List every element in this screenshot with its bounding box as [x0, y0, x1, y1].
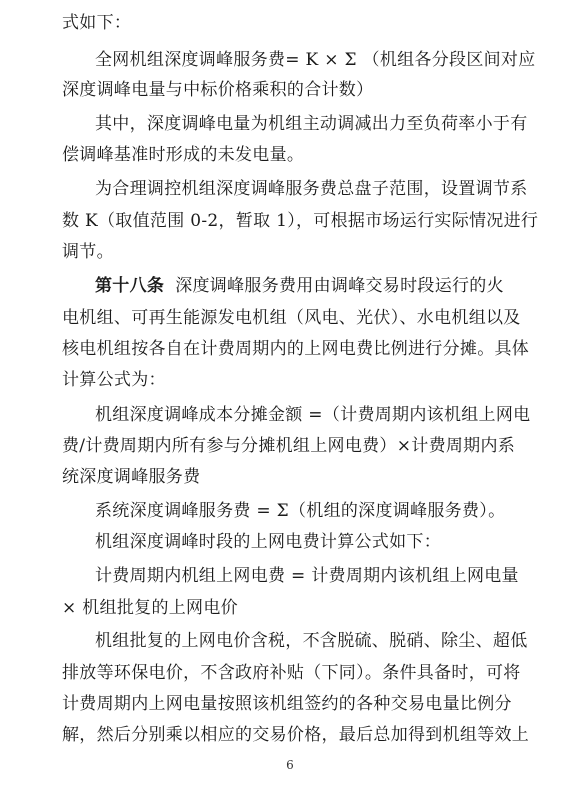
page-number: 6: [286, 758, 294, 772]
article-paragraph-start: [95, 276, 504, 296]
text-line: 机组批复的上网电价含税，不含脱硫、脱硝、除尘、超低: [95, 631, 528, 651]
article-text: 深度调峰服务费用由调峰交易时段运行的火: [175, 276, 504, 296]
text-line: 调节。: [62, 242, 114, 262]
text-line: 机组深度调峰时段的上网电费计算公式如下：: [95, 532, 441, 552]
text-line: 计算公式为：: [62, 370, 166, 390]
text-line: 数 K（取值范围 0-2，暂取 1），可根据市场运行实际情况进行: [62, 211, 539, 231]
article-heading: 第十八条: [95, 276, 165, 296]
formula-line: × 机组批复的上网电价: [62, 598, 238, 618]
formula-line: 系统深度调峰服务费 = Σ（机组的深度调峰服务费）。: [95, 501, 506, 521]
text-line: 为合理调控机组深度调峰服务费总盘子范围，设置调节系: [95, 179, 528, 199]
text-line: 偿调峰基准时形成的未发电量。: [62, 145, 305, 165]
text-line: 解，然后分别乘以相应的交易价格，最后总加得到机组等效上: [62, 725, 530, 745]
text-line: 式如下：: [62, 13, 132, 33]
formula-line: 计费周期内机组上网电费 = 计费周期内该机组上网电量: [95, 566, 519, 586]
text-line: 电机组、可再生能源发电机组（风电、光伏）、水电机组以及: [62, 308, 521, 328]
text-line: 排放等环保电价，不含政府补贴（下同）。条件具备时，可将: [62, 663, 521, 683]
text-line: 其中，深度调峰电量为机组主动调减出力至负荷率小于有: [95, 114, 528, 134]
text-line: 深度调峰电量与中标价格乘积的合计数）: [62, 80, 374, 100]
text-line: 核电机组按各自在计费周期内的上网电费比例进行分摊。具体: [62, 339, 530, 359]
formula-line: 费/计费周期内所有参与分摊机组上网电费）×计费周期内系: [62, 436, 516, 456]
formula-line: 机组深度调峰成本分摊金额 =（计费周期内该机组上网电: [95, 405, 531, 425]
formula-line: 统深度调峰服务费: [62, 467, 201, 487]
text-line: 计费周期内上网电量按照该机组签约的各种交易电量比例分: [62, 694, 512, 714]
formula-line: 全网机组深度调峰服务费= K × Σ （机组各分段区间对应: [95, 50, 536, 70]
